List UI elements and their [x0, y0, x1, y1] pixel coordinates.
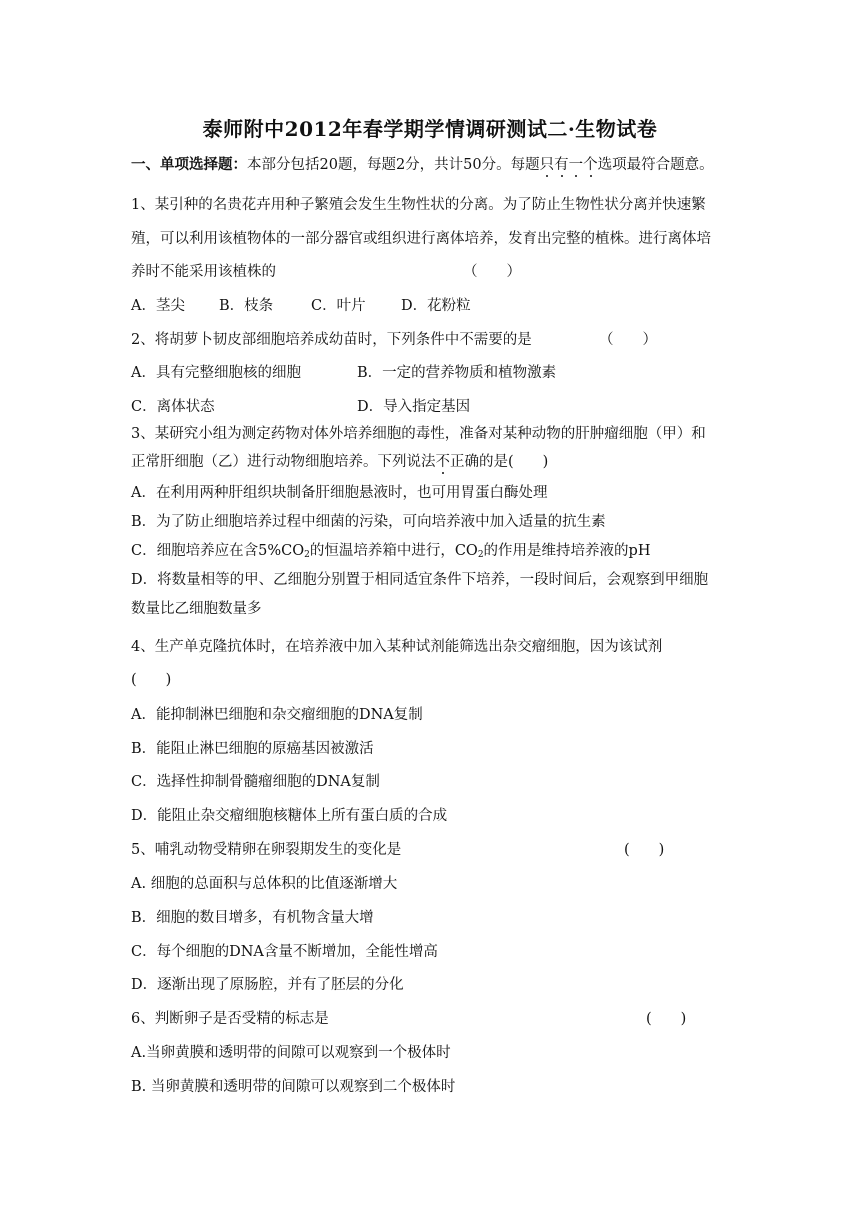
- section-description: 本部分包括20题，每题2分，共计50分。每题: [247, 157, 540, 173]
- q2-options-row-2: [131, 395, 470, 416]
- q3-option-a: A．在利用两种肝组织块制备肝细胞悬液时，也可用胃蛋白酶处理: [131, 485, 548, 501]
- subscript: 2: [477, 550, 484, 560]
- page-title: 泰师附中2012年春学期学情调研测试二·生物试卷: [202, 117, 658, 141]
- q1-options: [131, 294, 471, 315]
- q1-option-d: D．花粉粒: [401, 298, 471, 314]
- q4-option-a: A．能抑制淋巴细胞和杂交瘤细胞的DNA复制: [131, 707, 423, 723]
- q2-stem: 2、将胡萝卜韧皮部细胞培养成幼苗时，下列条件中不需要的是: [131, 332, 532, 348]
- q5-option-c: C．每个细胞的DNA含量不断增加，全能性增高: [131, 944, 438, 960]
- q4-option-b: B．能阻止淋巴细胞的原癌基因被激活: [131, 741, 374, 757]
- q5-option-a: A. 细胞的总面积与总体积的比值逐渐增大: [131, 876, 398, 892]
- q5-option-d: D．逐渐出现了原肠腔，并有了胚层的分化: [131, 977, 404, 993]
- q5-stem: 5、哺乳动物受精卵在卵裂期发生的变化是: [131, 842, 402, 858]
- q3-option-b: B．为了防止细胞培养过程中细菌的污染，可向培养液中加入适量的抗生素: [131, 514, 606, 530]
- q1-stem-line-1: 1、某引种的名贵花卉用种子繁殖会发生生物性状的分离。为了防止生物性状分离并快速繁: [131, 197, 706, 213]
- section-heading: 一、单项选择题：: [131, 156, 247, 173]
- q3-option-d-line-2: 数量比乙细胞数量多: [131, 601, 262, 617]
- section-description-end: 选项最符合题意。: [597, 157, 714, 173]
- q2-answer-blank: （ ）: [599, 332, 657, 348]
- q2-option-a: A．具有完整细胞核的细胞: [131, 365, 301, 381]
- q2-option-d: D．导入指定基因: [357, 399, 471, 415]
- q1-option-c: C．叶片: [311, 298, 366, 314]
- emphasis-char: 有: [554, 157, 569, 173]
- q2-option-b: B．一定的营养物质和植物激素: [357, 365, 557, 381]
- q5-option-b: B．细胞的数目增多，有机物含量大增: [131, 910, 374, 926]
- q2-option-c: C．离体状态: [131, 399, 215, 415]
- q3-option-c-text: 的作用是维持培养液的pH: [483, 543, 651, 559]
- q1-stem-line-3: 养时不能采用该植株的: [131, 264, 276, 280]
- q1-answer-blank: （ ）: [463, 264, 521, 280]
- q6-option-b: B. 当卵黄膜和透明带的间隙可以观察到二个极体时: [131, 1079, 456, 1095]
- section-instructions: [131, 153, 714, 174]
- subscript: 2: [304, 550, 310, 560]
- q3-stem-text: 正常肝细胞（乙）进行动物细胞培养。下列说法: [131, 454, 436, 470]
- q4-answer-blank: ( ): [131, 672, 172, 688]
- q6-option-a: A.当卵黄膜和透明带的间隙可以观察到一个极体时: [131, 1045, 451, 1061]
- emphasis-char: 不: [435, 454, 450, 470]
- q4-stem: 4、生产单克隆抗体时，在培养液中加入某种试剂能筛选出杂交瘤细胞，因为该试剂: [131, 639, 663, 655]
- q1-option-a: A．茎尖: [131, 298, 185, 314]
- q3-option-c-text: 的恒温培养箱中进行，CO: [309, 543, 478, 559]
- q3-stem-line-1: 3、某研究小组为测定药物对体外培养细胞的毒性，准备对某种动物的肝肿瘤细胞（甲）和: [131, 426, 706, 442]
- q4-option-c: C．选择性抑制骨髓瘤细胞的DNA复制: [131, 774, 380, 790]
- q3-stem-line-2: [131, 450, 548, 471]
- q1-stem-line-2: 殖，可以利用该植物体的一部分器官或组织进行离体培养，发育出完整的植株。进行离体培: [131, 231, 711, 247]
- q3-option-d-line-1: D．将数量相等的甲、乙细胞分别置于相同适宜条件下培养，一段时间后，会观察到甲细胞: [131, 572, 709, 588]
- emphasis-char: 一: [568, 157, 584, 173]
- q3-stem-text-end: 正确的是( ): [450, 454, 549, 470]
- q6-answer-blank: ( ): [646, 1011, 687, 1027]
- emphasis-char: 个: [583, 157, 598, 173]
- q2-options-row-1: [131, 361, 556, 382]
- emphasis-char: 只: [539, 157, 555, 173]
- q1-option-b: B．枝条: [219, 298, 274, 314]
- q5-answer-blank: ( ): [624, 842, 665, 858]
- q4-option-d: D．能阻止杂交瘤细胞核糖体上所有蛋白质的合成: [131, 808, 448, 824]
- q6-stem: 6、判断卵子是否受精的标志是: [131, 1011, 329, 1027]
- q3-option-c-text: C．细胞培养应在含5%CO: [131, 543, 305, 559]
- q3-option-c: [131, 539, 650, 560]
